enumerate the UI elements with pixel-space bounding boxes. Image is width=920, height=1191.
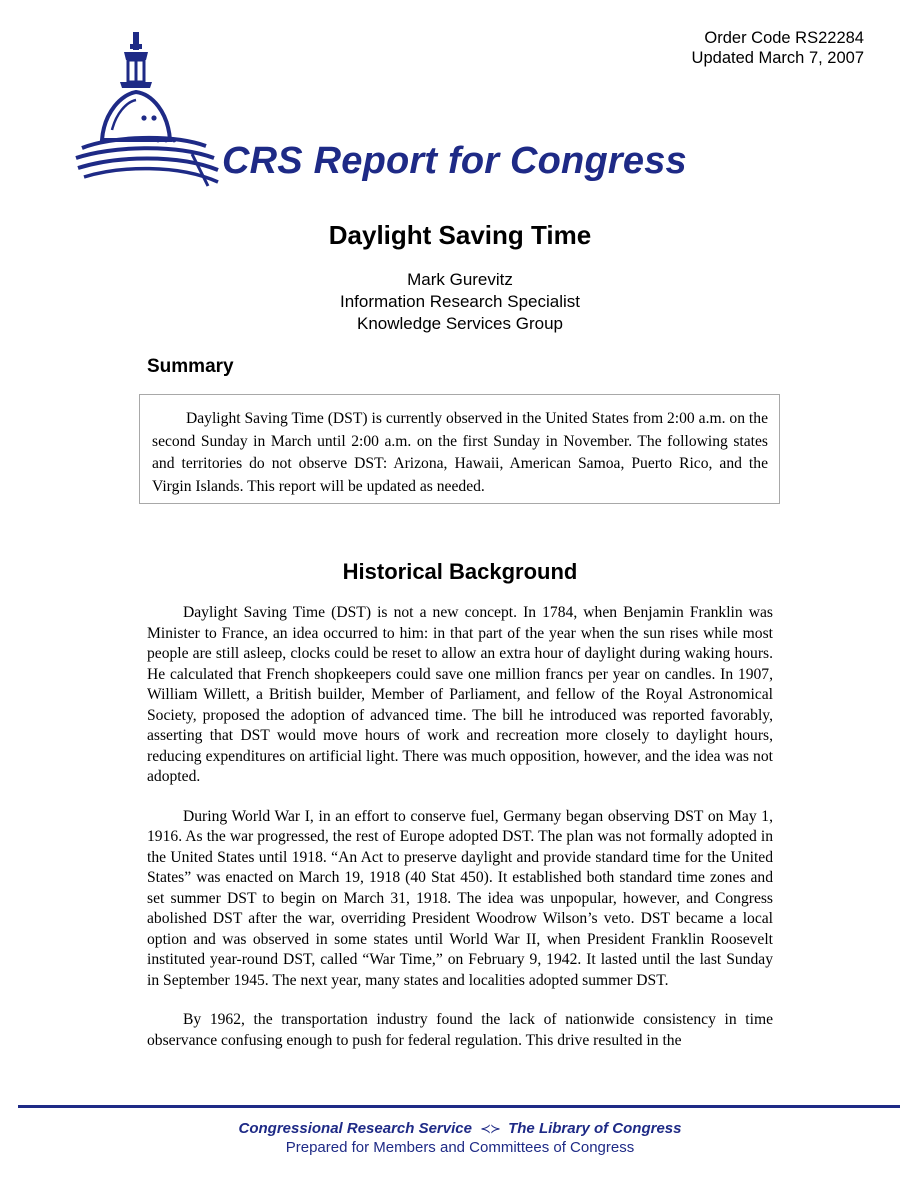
- section-body: [147, 603, 773, 1070]
- updated-date: Updated March 7, 2007: [691, 49, 864, 67]
- document-title: Daylight Saving Time: [328, 220, 592, 250]
- section-heading: Historical Background: [342, 559, 578, 584]
- order-code-block: [692, 28, 864, 68]
- ornament-icon: ≺≻: [480, 1121, 500, 1136]
- paragraph: By 1962, the transportation industry found the lack of nationwide consistency in time observance confusing enough to push for federal regulation. This drive resulted in the: [147, 1011, 773, 1049]
- author-name: Mark Gurevitz: [407, 270, 513, 289]
- summary-box: [139, 394, 780, 504]
- author-group: Knowledge Services Group: [356, 314, 563, 333]
- author-block: [0, 269, 920, 335]
- footer-org: Congressional Research Service: [238, 1120, 472, 1137]
- report-title: CRS Report for Congress: [222, 140, 687, 182]
- paragraph: Daylight Saving Time (DST) is not a new concept. In 1784, when Benjamin Franklin was Minister to France, an idea occurred to him: in that part of the year when the sun rises while most people are still asleep, clocks could be reset to allow an extra hour of daylight during waking hours. He calculated that French shopkeepers could save one million francs per year on candles. In 1907, William Willett, a British builder, Member of Parliament, and fellow of the Royal Astronomical Society, proposed the adoption of advanced time. The bill he introduced was reported favorably, asserting that DST would move hours of work and recreation more closely to daylight hours, reducing expenditures on artificial light. There was much opposition, however, and the idea was not adopted.: [147, 604, 773, 785]
- footer-prepared: Prepared for Members and Committees of Congress: [285, 1139, 635, 1156]
- footer-library: The Library of Congress: [508, 1120, 682, 1137]
- capitol-dome-icon: [72, 30, 222, 190]
- paragraph: During World War I, in an effort to conserve fuel, Germany began observing DST on May 1, 1916. As the war progressed, the rest of Europe adopted DST. The plan was not formally adopted in the United States until 1918. “An Act to preserve daylight and provide standard time for the United States” was enacted on March 19, 1918 (40 Stat 450). It established both standard time zones and set summer DST to begin on March 31, 1918. The idea was unpopular, however, and Congress abolished DST after the war, overriding President Woodrow Wilson’s veto. DST became a local option and was observed in some states until World War II, when President Franklin Roosevelt instituted year-round DST, called “War Time,” on February 9, 1942. It lasted until the last Sunday in September 1945. The next year, many states and localities adopted summer DST.: [147, 807, 773, 989]
- summary-heading: Summary: [147, 356, 234, 377]
- order-code: Order Code RS22284: [704, 29, 864, 47]
- author-position: Information Research Specialist: [339, 292, 580, 311]
- footer-divider: [18, 1105, 900, 1108]
- summary-text: Daylight Saving Time (DST) is currently observed in the United States from 2:00 a.m. on the second Sunday in March until 2:00 a.m. on the first Sunday in November. The following states and territories do not observe DST: Arizona, Hawaii, American Samoa, Puerto Rico, and the Virgin Islands. This report will be updated as needed.: [152, 410, 768, 495]
